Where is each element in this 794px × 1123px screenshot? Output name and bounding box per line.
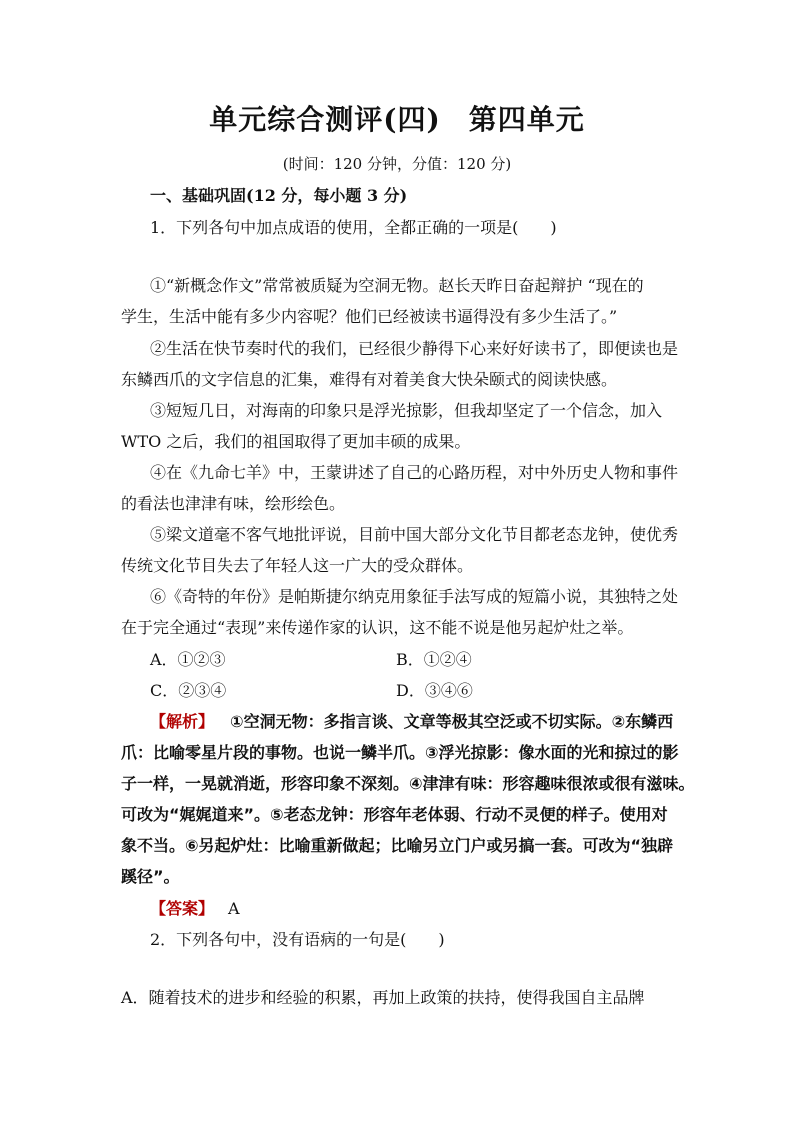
q1-option-d: D．③④⑥ <box>396 681 473 700</box>
q2-option-a: A．随着技术的进步和经验的积累，再加上政策的扶持，使得我国自主品牌 <box>121 988 645 1007</box>
q1-item-3-line-2: WTO 之后，我们的祖国取得了更加丰硕的成果。 <box>121 432 471 451</box>
q1-option-b: B．①②④ <box>396 650 472 669</box>
q1-option-c: C．②③④ <box>150 681 227 700</box>
section-heading: 一、基础巩固(12 分，每小题 3 分) <box>150 186 408 205</box>
q1-analysis-line-6: 蹊径”。 <box>121 867 180 886</box>
q1-item-4-line-1: ④在《九命七羊》中，王蒙讲述了自己的心路历程，对中外历史人物和事件 <box>150 463 679 482</box>
q1-item-2-line-2: 东鳞西爪的文字信息的汇集，难得有对着美食大快朵颐式的阅读快感。 <box>121 370 618 389</box>
q1-analysis-line-1 <box>150 712 673 732</box>
title-right: 第四单元 <box>468 103 585 136</box>
answer-tag: 【答案】 <box>150 899 215 918</box>
q1-item-2-line-1: ②生活在快节奏时代的我们，已经很少静得下心来好好读书了，即便读也是 <box>150 339 679 358</box>
title-left: 单元综合测评(四) <box>209 103 441 136</box>
q1-item-3-line-1: ③短短几日，对海南的印象只是浮光掠影，但我却坚定了一个信念，加入 <box>150 401 663 420</box>
question-2-stem: 2．下列各句中，没有语病的一句是( ) <box>150 930 445 949</box>
q1-analysis-line-5: 象不当。⑥另起炉灶：比喻重新做起；比喻另立门户或另搞一套。可改为“独辟 <box>121 836 674 855</box>
q1-item-6-line-1: ⑥《奇特的年份》是帕斯捷尔纳克用象征手法写成的短篇小说，其独特之处 <box>150 587 679 606</box>
q1-item-1-line-2: 学生，生活中能有多少内容呢？他们已经被读书逼得没有多少生活了。” <box>121 307 618 326</box>
analysis-text: ①空洞无物：多指言谈、文章等极其空泛或不切实际。②东鳞西 <box>230 712 674 731</box>
page-title <box>0 98 794 138</box>
question-1-stem: 1．下列各句中加点成语的使用，全都正确的一项是( ) <box>150 218 557 237</box>
q1-item-4-line-2: 的看法也津津有味，绘形绘色。 <box>121 494 346 513</box>
q1-item-5-line-1: ⑤梁文道毫不客气地批评说，目前中国大部分文化节目都老态龙钟，使优秀 <box>150 525 679 544</box>
q1-item-5-line-2: 传统文化节目失去了年轻人这一广大的受众群体。 <box>121 556 474 575</box>
page-subtitle: (时间：120 分钟，分值：120 分) <box>282 155 512 173</box>
analysis-tag: 【解析】 <box>150 712 215 731</box>
q1-answer <box>150 899 240 919</box>
q1-item-6-line-2: 在于完全通过“表现”来传递作家的认识，这不能不说是他另起炉灶之举。 <box>121 618 634 637</box>
q1-analysis-line-3: 子一样，一晃就消逝，形容印象不深刻。④津津有味：形容趣味很浓或很有滋味。 <box>121 774 695 793</box>
q1-option-a: A．①②③ <box>150 650 226 669</box>
answer-value: A <box>228 899 240 918</box>
q1-analysis-line-4: 可改为“娓娓道来”。⑤老态龙钟：形容年老体弱、行动不灵便的样子。使用对 <box>121 805 668 824</box>
q1-item-1-line-1: ①“新概念作文”常常被质疑为空洞无物。赵长天昨日奋起辩护 “现在的 <box>150 276 644 295</box>
q1-analysis-line-2: 爪：比喻零星片段的事物。也说一鳞半爪。③浮光掠影：像水面的光和掠过的影 <box>121 743 679 762</box>
